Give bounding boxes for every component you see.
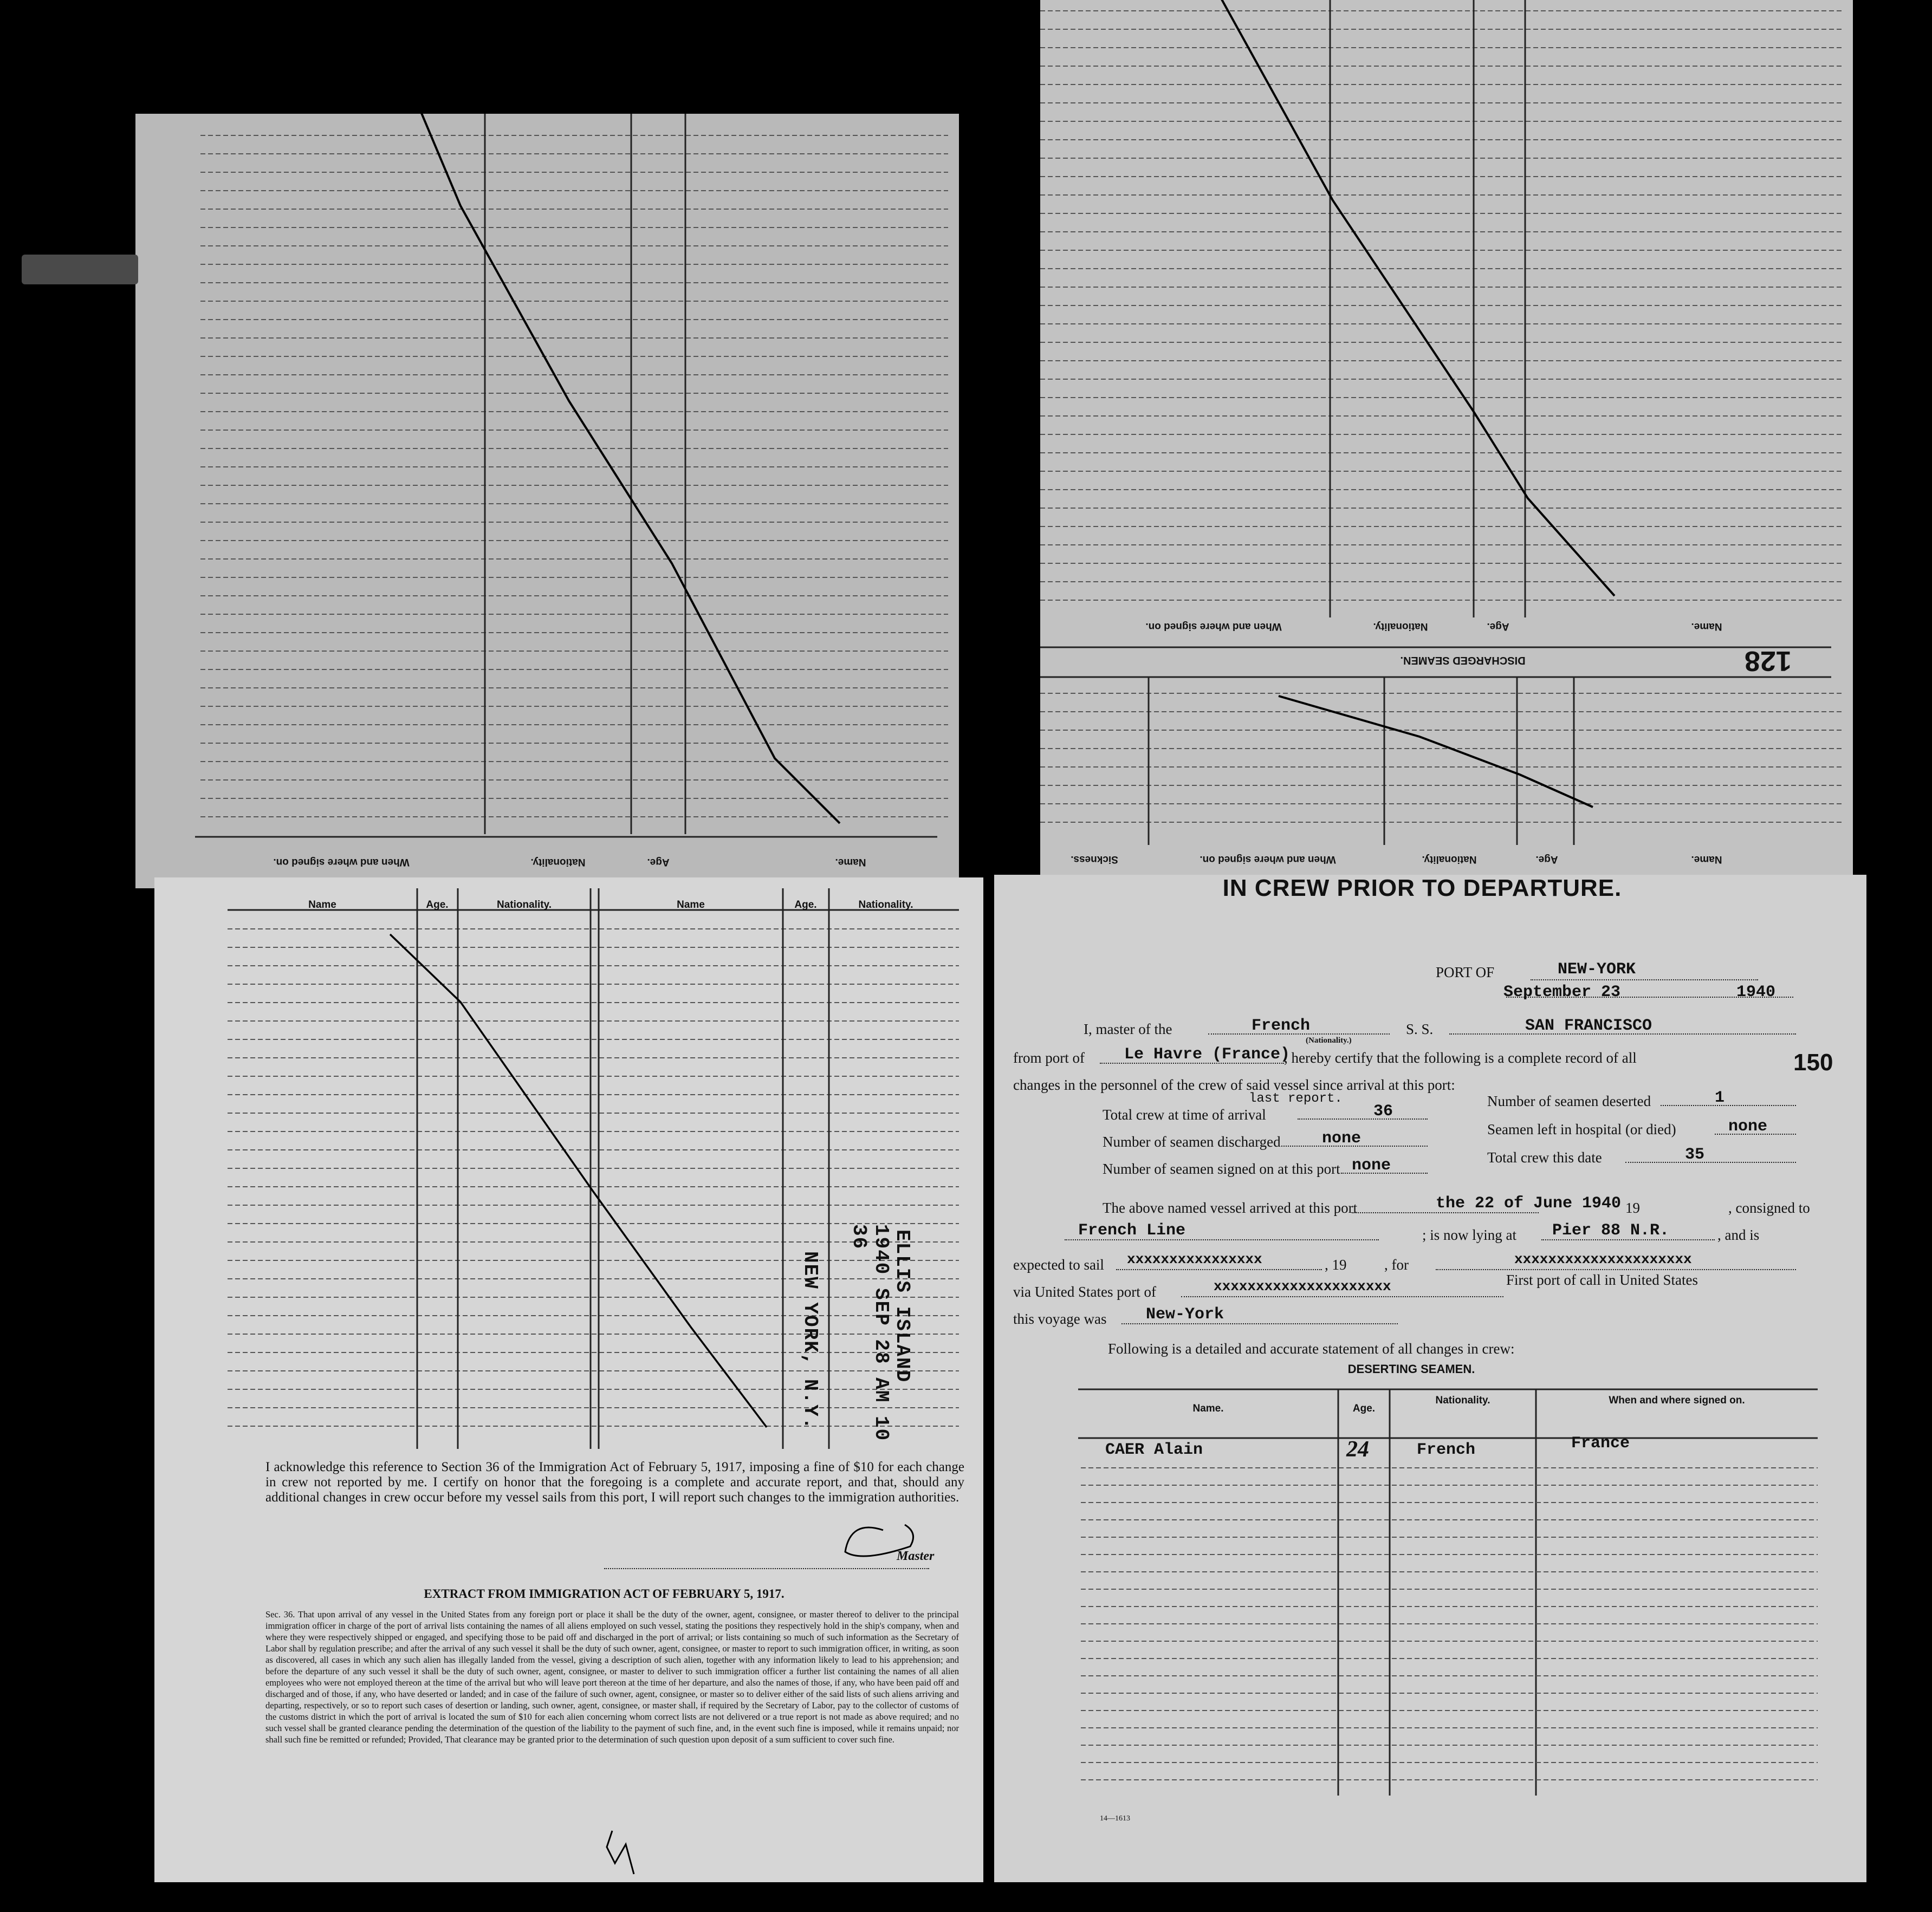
form-number: 14—1613 xyxy=(1100,1815,1130,1823)
extract-title: EXTRACT FROM IMMIGRATION ACT OF FEBRUARY 5, 1917. xyxy=(424,1587,785,1601)
total-date-label: Total crew this date xyxy=(1487,1149,1602,1166)
bl-header-age-2: Age. xyxy=(794,899,817,911)
arrived-suffix: 19 xyxy=(1625,1200,1640,1216)
tr-header-name-2: Name. xyxy=(1691,854,1722,865)
tr-stamp-number: 128 xyxy=(1745,645,1792,677)
deserted-label: Number of seamen deserted xyxy=(1487,1093,1651,1109)
this-voyage-value: New-York xyxy=(1146,1305,1224,1324)
tr-discharged-title: DISCHARGED SEAMEN. xyxy=(1400,654,1526,666)
tr-header-when-where: When and where signed on. xyxy=(1145,621,1282,632)
this-voyage-label: this voyage was xyxy=(1013,1311,1107,1327)
port-value: NEW-YORK xyxy=(1558,960,1636,979)
bl-header-nationality: Nationality. xyxy=(497,899,552,911)
panel-bottom-right xyxy=(994,875,1866,1882)
panel-top-right xyxy=(1040,0,1853,888)
bl-header-name: Name xyxy=(308,899,336,911)
bl-header-name-2: Name xyxy=(677,899,705,911)
stamp-line-ellis-island: ELLIS ISLAND xyxy=(891,1230,913,1383)
master-signature-line xyxy=(604,1568,929,1569)
panel-bottom-left xyxy=(154,877,983,1882)
consignee-value: French Line xyxy=(1078,1221,1186,1240)
and-is: , and is xyxy=(1717,1227,1760,1243)
ds-name: CAER Alain xyxy=(1105,1441,1203,1459)
table-row xyxy=(994,1434,1866,1462)
binder-clip xyxy=(22,255,138,284)
bl-header-age: Age. xyxy=(426,899,449,911)
tr-header-sickness: Sickness. xyxy=(1071,854,1118,865)
top-right-ruled-lines xyxy=(1040,0,1853,888)
expected-value: xxxxxxxxxxxxxxxx xyxy=(1127,1251,1262,1267)
date-value: September 23 xyxy=(1503,983,1621,1001)
ds-nationality: French xyxy=(1417,1441,1476,1459)
arrived-value: the 22 of June 1940 xyxy=(1436,1194,1622,1213)
year-value: 1940 xyxy=(1736,983,1776,1001)
expected-label: expected to sail xyxy=(1013,1257,1104,1273)
total-date-value: 35 xyxy=(1685,1146,1705,1164)
ds-header-name: Name. xyxy=(1192,1403,1224,1414)
signed-label: Number of seamen signed on at this port xyxy=(1103,1161,1340,1177)
hospital-value: none xyxy=(1728,1117,1768,1136)
deserting-title: DESERTING SEAMEN. xyxy=(1347,1362,1475,1376)
for-value: xxxxxxxxxxxxxxxxxxxxx xyxy=(1514,1251,1692,1267)
ss-label: S. S. xyxy=(1406,1021,1434,1037)
hospital-label: Seamen left in hospital (or died) xyxy=(1487,1121,1676,1137)
ds-header-age: Age. xyxy=(1352,1403,1376,1414)
lying-label: ; is now lying at xyxy=(1422,1227,1516,1243)
tr-header-nationality: Nationality. xyxy=(1373,621,1428,632)
discharged-label: Number of seamen discharged xyxy=(1103,1134,1281,1150)
deserting-table-grid xyxy=(994,875,1866,1882)
panel-top-left xyxy=(135,114,959,888)
deserted-value: 1 xyxy=(1715,1089,1725,1107)
via-value: xxxxxxxxxxxxxxxxxxxxx xyxy=(1214,1278,1391,1295)
consigned-label: , consigned to xyxy=(1728,1200,1810,1216)
ds-header-nationality: Nationality. xyxy=(1435,1395,1490,1406)
bl-header-nationality-2: Nationality. xyxy=(858,899,913,911)
tr-header-nationality-2: Nationality. xyxy=(1422,854,1477,865)
stamp-line-datetime: 1940 SEP 28 AM 10 36 xyxy=(848,1224,892,1442)
certify-text: , hereby certify that the following is a complete record of all xyxy=(1284,1050,1637,1066)
tl-header-age: Age. xyxy=(647,856,670,868)
tl-header-name: Name. xyxy=(835,856,866,868)
tr-header-when-where-2: When and where signed on. xyxy=(1200,854,1336,865)
from-port-prefix: from port of xyxy=(1013,1050,1085,1066)
handwritten-number: 150 xyxy=(1793,1049,1833,1076)
following-text: Following is a detailed and accurate statement of all changes in crew: xyxy=(1108,1341,1515,1357)
nineteen: , 19 xyxy=(1325,1257,1347,1273)
changes-line: changes in the personnel of the crew of said vessel since arrival at this port: xyxy=(1013,1077,1455,1093)
vessel-value: SAN FRANCISCO xyxy=(1525,1017,1652,1035)
tl-header-nationality: Nationality. xyxy=(530,856,586,868)
signed-value: none xyxy=(1352,1156,1391,1175)
discharged-value: none xyxy=(1322,1129,1362,1148)
first-port-label: First port of call in United States xyxy=(1506,1272,1698,1288)
ds-signed-on: France xyxy=(1571,1434,1630,1453)
total-crew-label: Total crew at time of arrival xyxy=(1103,1107,1266,1123)
tl-header-when-where: When and where signed on. xyxy=(273,856,410,868)
port-label: PORT OF xyxy=(1436,964,1495,980)
ds-header-when-where: When and where signed on. xyxy=(1609,1395,1745,1406)
nationality-value: French xyxy=(1252,1017,1311,1035)
top-left-ruled-lines xyxy=(135,114,959,888)
tr-header-age-2: Age. xyxy=(1535,854,1558,865)
from-port-value: Le Havre (France) xyxy=(1124,1045,1291,1064)
master-prefix: I, master of the xyxy=(1084,1021,1172,1037)
ds-age: 24 xyxy=(1346,1437,1369,1462)
total-crew-value: 36 xyxy=(1373,1102,1393,1121)
for-label: , for xyxy=(1384,1257,1409,1273)
master-label: Master xyxy=(897,1549,935,1563)
acknowledgement-text: I acknowledge this reference to Section 36 of the Immigration Act of February 5, 1917, imposing a fine of $10 for each change in crew not reported by me. I certify on honor that the foregoing is a complete and accurate report, and that, should any additional changes in crew occur before my vessel sails from this port, I will report such changes to the immigration authorities. xyxy=(265,1460,964,1505)
extract-text: Sec. 36. That upon arrival of any vessel in the United States from any foreign port or place it shall be the duty of the owner, agent, consignee, or master thereof to deliver to the principal immigration officer in charge of the port of arrival lists containing the names of all aliens employed on such vessel, stating the positions they respectively hold in the ship's company, when and where they were respectively shipped or engaged, and specifying those to be paid off and discharged in the port of arrival; or lists containing so much of such information as the Secretary of Labor shall by regulation prescribe; and after the arrival of any such vessel it shall be the duty of such owner, agent, consignee, or master to report to such immigration officer, in writing, as soon as discovered, all cases in which any such alien has illegally landed from the vessel, giving a description of such alien, together with any information likely to lead to his apprehension; and before the departure of any such vessel it shall be the duty of such owner, agent, consignee, or master to deliver to such immigration officer a further list containing the names of all alien employees who were not employed thereon at the time of the arrival but who will leave port thereon at the time of her departure, and also the names of those, if any, who have been paid off and discharged and of those, if any, who have deserted or landed; and in case of the failure of such owner, agent, consignee, or master so to deliver either of the said lists of such aliens arriving and departing, respectively, or so to report such cases of desertion or landing, such owner, agent, consignee, or master shall, if required by the Secretary of Labor, pay to the collector of customs of the customs district in which the port of arrival is located the sum of $10 for each alien concerning whom correct lists are not delivered or a true report is not made as above required; and no such vessel shall be granted clearance pending the determination of the question of the liability to the payment of such fine, and, in the event such fine is imposed, while it remains unpaid; nor shall such fine be remitted or refunded; Provided, That clearance may be granted prior to the determination of such question upon deposit of a sum sufficient to cover such fine. xyxy=(265,1609,959,1745)
tr-header-name: Name. xyxy=(1691,621,1722,632)
nationality-caption: (Nationality.) xyxy=(1306,1036,1352,1045)
total-crew-correction: last report. xyxy=(1249,1091,1343,1106)
arrived-prefix: The above named vessel arrived at this port xyxy=(1103,1200,1358,1216)
lying-value: Pier 88 N.R. xyxy=(1552,1221,1670,1240)
via-label: via United States port of xyxy=(1013,1284,1156,1300)
tr-header-age: Age. xyxy=(1487,621,1509,632)
stamp-line-new-york: NEW YORK, N.Y. xyxy=(799,1251,821,1430)
main-title: IN CREW PRIOR TO DEPARTURE. xyxy=(1222,875,1622,901)
